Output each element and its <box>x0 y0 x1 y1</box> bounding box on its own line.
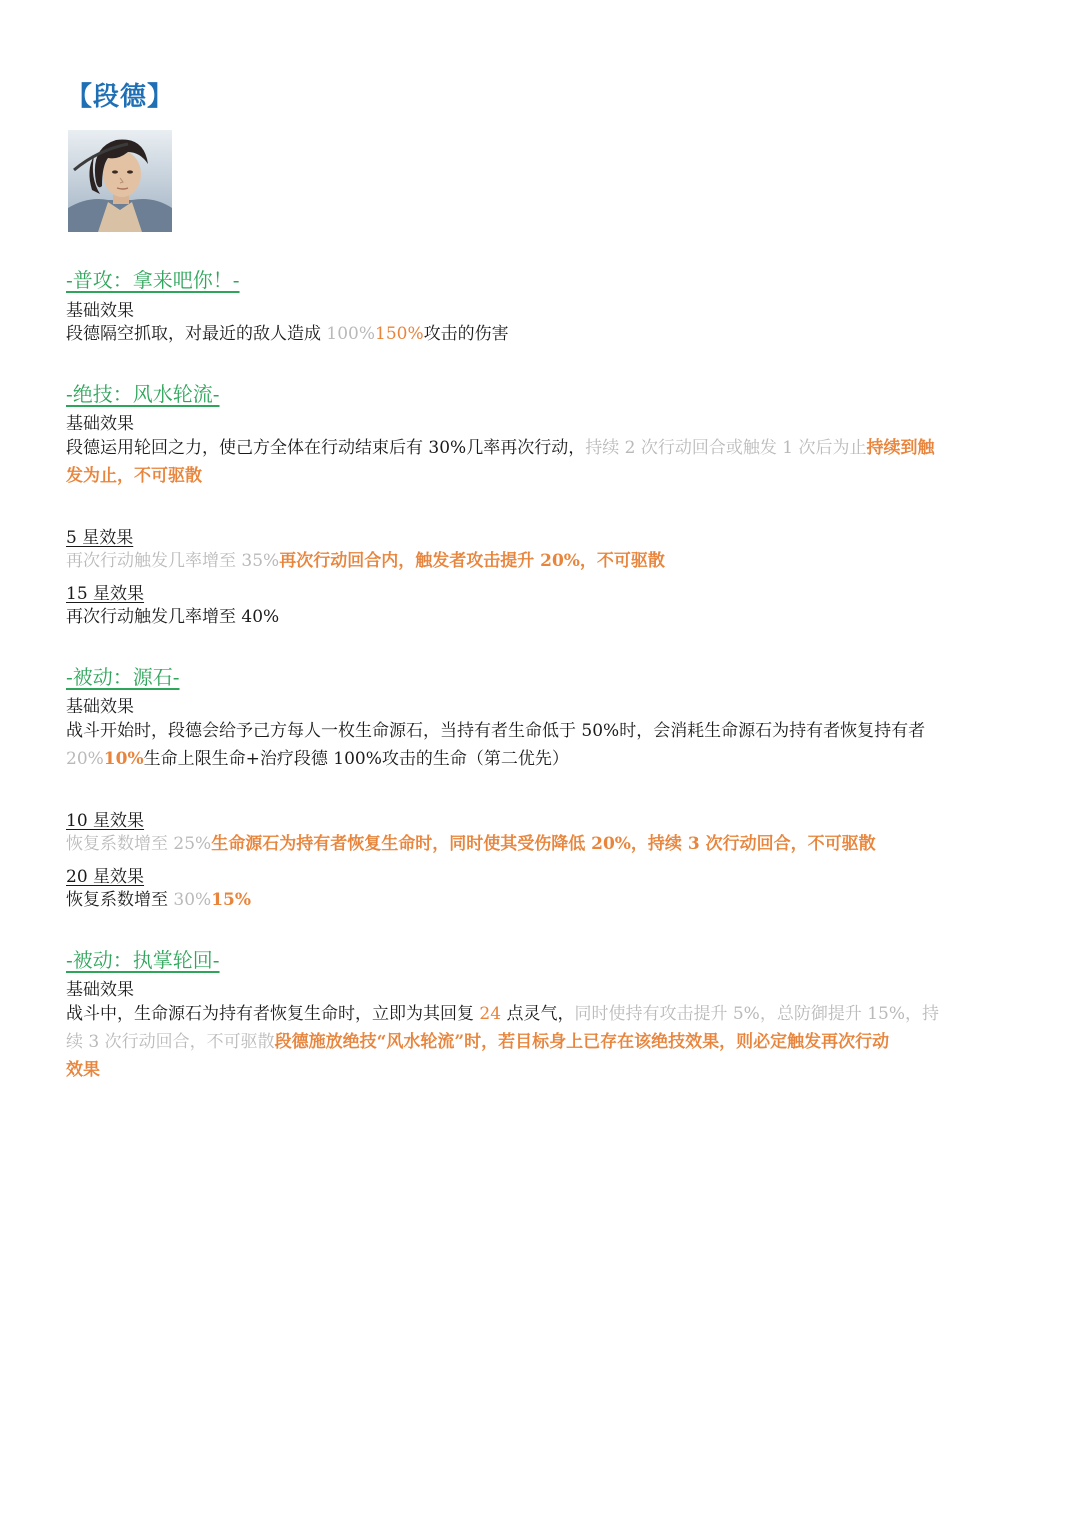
ultimate-star5-effect <box>66 547 1021 575</box>
hero-name-title: 【段德】 <box>66 82 175 112</box>
ultimate-effect-text: 段德运用轮回之力，使己方全体在行动结束后有 30%几率再次行动， <box>66 438 586 458</box>
passive2-effect-text-b: 点灵气， <box>501 1004 575 1024</box>
hero-portrait-image <box>68 130 172 232</box>
normal-effect-text-end: 攻击的伤害 <box>423 324 509 344</box>
passive2-base-effect-cont <box>66 1028 1021 1056</box>
passive1-base-label: 基础效果 <box>66 697 134 717</box>
passive2-base-effect <box>66 1000 1021 1028</box>
ultimate-star5-old: 再次行动触发几率增至 35% <box>66 551 280 571</box>
normal-base-effect <box>66 320 1021 348</box>
ultimate-base-effect-cont <box>66 462 1021 490</box>
ultimate-star15-effect: 再次行动触发几率增至 40% <box>66 607 280 627</box>
passive1-star10-old: 恢复系数增至 25% <box>66 834 212 854</box>
passive1-effect-text-end: 生命上限生命+治疗段德 100%攻击的生命（第二优先） <box>143 749 569 769</box>
passive1-new-value: 10% <box>103 749 144 769</box>
ultimate-old-text: 持续 2 次行动回合或触发 1 次后为止 <box>585 438 867 458</box>
ultimate-new-text-cont: 发为止，不可驱散 <box>66 466 202 486</box>
ultimate-new-text: 持续到触 <box>866 438 935 458</box>
passive2-effect-text: 战斗中，生命源石为持有者恢复生命时，立即为其回复 <box>66 1004 480 1024</box>
passive-source-stone-title: -被动：源石- <box>66 665 180 689</box>
ultimate-star5-label: 5 星效果 <box>66 528 134 548</box>
passive1-base-effect: 战斗开始时，段德会给予己方每人一枚生命源石，当持有者生命低于 50%时，会消耗生命源石为持有者恢复持有者 <box>66 721 926 741</box>
ultimate-base-label: 基础效果 <box>66 414 134 434</box>
passive-reincarnation-title: -被动：执掌轮回- <box>66 948 220 972</box>
normal-old-value: 100% <box>326 324 376 344</box>
passive2-old-text-cont: 续 3 次行动回合，不可驱散 <box>66 1032 275 1052</box>
passive2-value-24: 24 <box>479 1004 502 1024</box>
passive1-star10-new: 生命源石为持有者恢复生命时，同时使其受伤降低 20%，持续 3 次行动回合，不可驱散 <box>211 834 876 854</box>
passive2-base-effect-end <box>66 1056 1021 1084</box>
passive1-old-value: 20% <box>66 749 104 769</box>
ultimate-star5-new: 再次行动回合内，触发者攻击提升 20%，不可驱散 <box>279 551 665 571</box>
ultimate-star15-label: 15 星效果 <box>66 584 145 604</box>
ultimate-base-effect <box>66 434 1021 462</box>
passive2-old-text: 同时使持有攻击提升 5%，总防御提升 15%，持 <box>574 1004 940 1024</box>
passive2-base-label: 基础效果 <box>66 980 134 1000</box>
normal-new-value: 150% <box>375 324 424 344</box>
passive1-base-effect-cont <box>66 745 1021 773</box>
passive1-star20-text: 恢复系数增至 <box>66 890 174 910</box>
normal-attack-title: -普攻：拿来吧你！- <box>66 268 240 292</box>
passive1-star20-new: 15% <box>211 890 252 910</box>
passive2-new-text-end: 效果 <box>66 1060 100 1080</box>
passive1-star20-old: 30% <box>173 890 212 910</box>
passive1-star20-label: 20 星效果 <box>66 867 145 887</box>
passive1-star10-label: 10 星效果 <box>66 811 145 831</box>
passive1-star20-effect <box>66 886 1021 914</box>
passive1-star10-effect <box>66 830 1021 858</box>
ultimate-title: -绝技：风水轮流- <box>66 382 220 406</box>
normal-effect-text: 段德隔空抓取，对最近的敌人造成 <box>66 324 327 344</box>
normal-base-label: 基础效果 <box>66 301 134 321</box>
passive2-new-text: 段德施放绝技“风水轮流”时，若目标身上已存在该绝技效果，则必定触发再次行动 <box>274 1032 890 1052</box>
